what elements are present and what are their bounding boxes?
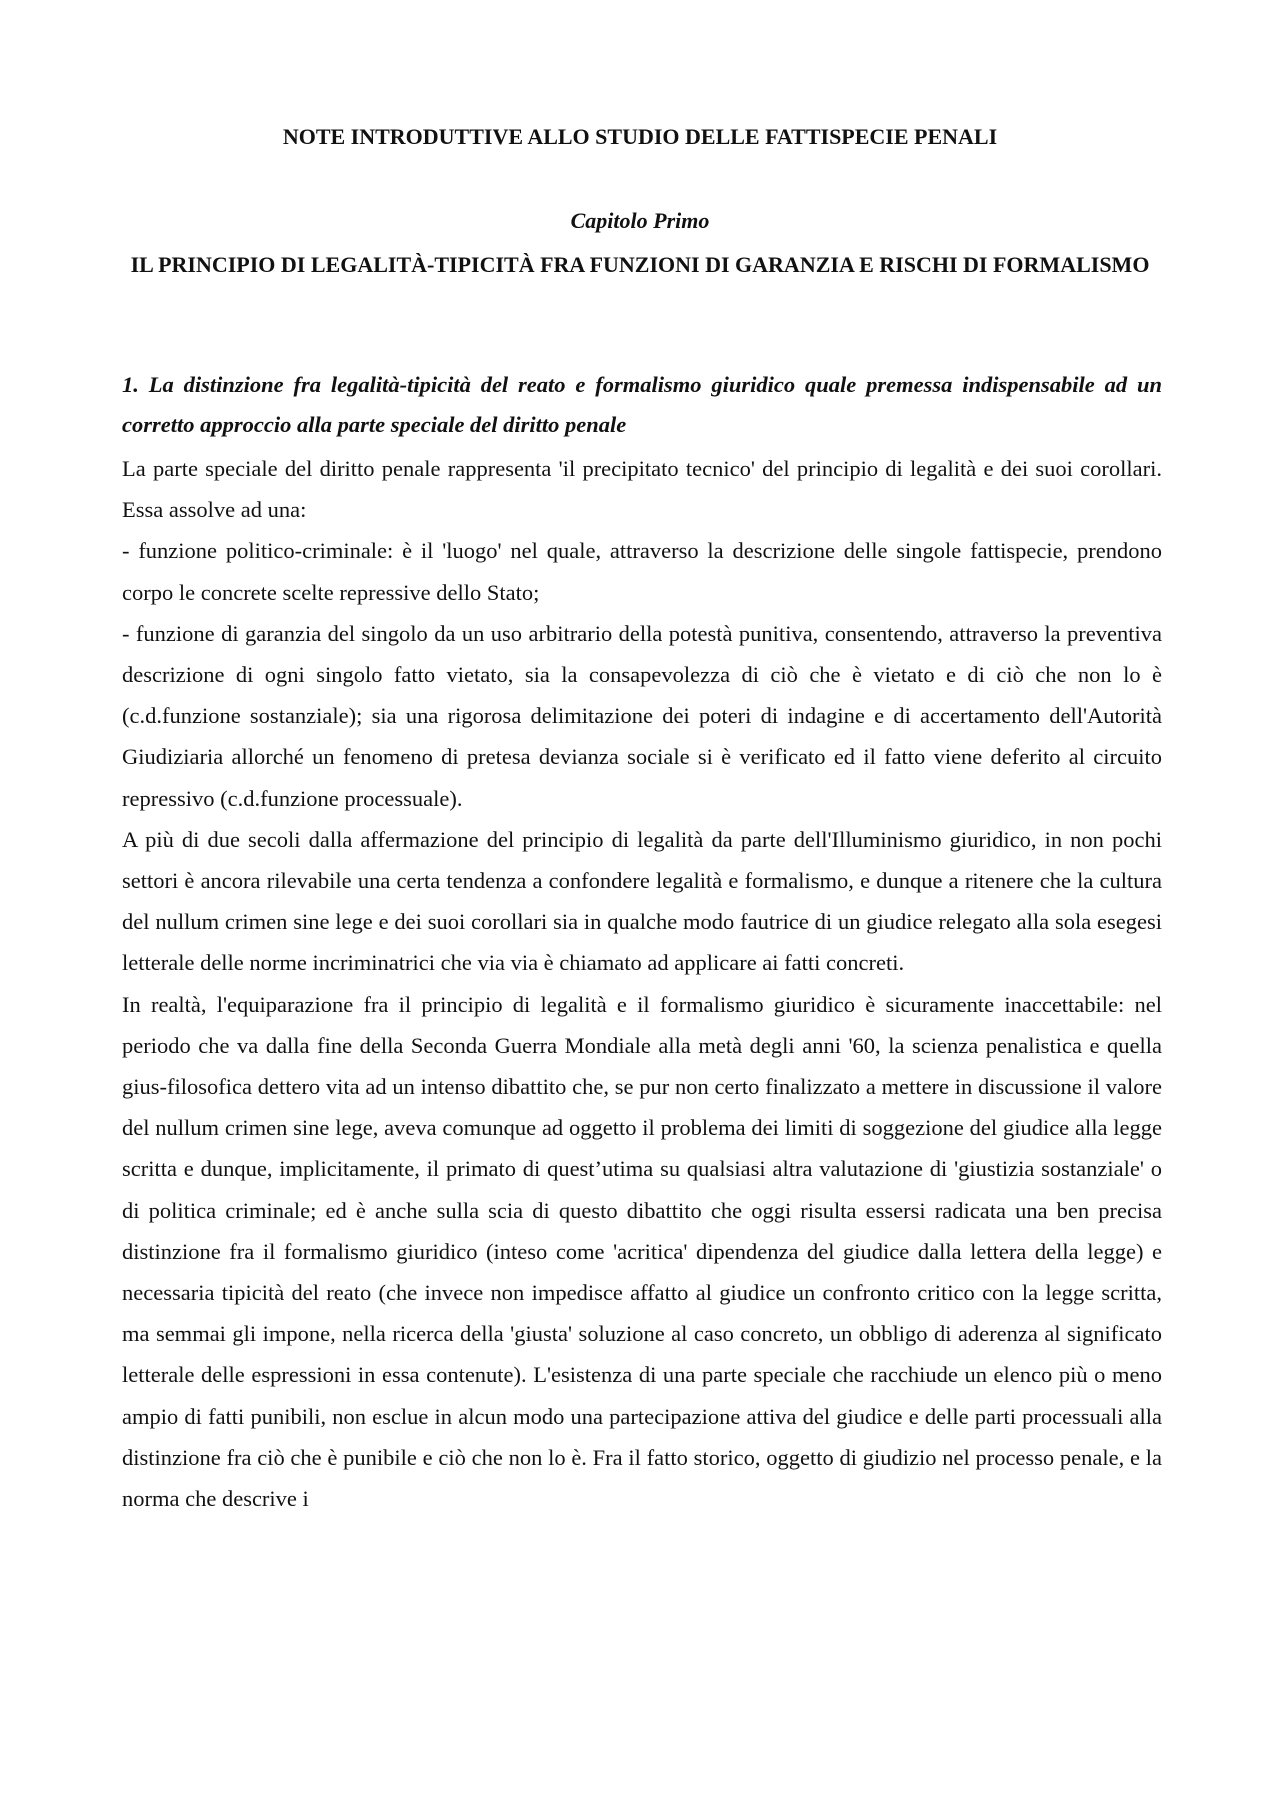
paragraph-intro: La parte speciale del diritto penale rappresenta 'il precipitato tecnico' del principio di legalità e dei suoi corollari. Essa assolve ad una: [122,456,1162,523]
body-text [122,448,1162,1519]
chapter-title: IL PRINCIPIO DI LEGALITÀ-TIPICITÀ FRA FUNZIONI DI GARANZIA E RISCHI DI FORMALISMO [130,252,1150,277]
paragraph-formalism-distinction: In realtà, l'equiparazione fra il principio di legalità e il formalismo giuridico è sicuramente inaccettabile: nel periodo che va dalla fine della Seconda Guerra Mondiale alla metà degli anni '60, la scienza penalistica e quella gius-filosofica dettero vita ad un intenso dibattito che, se pur non certo finalizzato a mettere in discussione il valore del nullum crimen sine lege, aveva comunque ad oggetto il problema dei limiti di soggezione del giudice alla legge scritta e dunque, implicitamente, il primato di quest’utima su qualsiasi altra valutazione di 'giustizia sostanziale' o di politica criminale; ed è anche sulla scia di questo dibattito che oggi risulta essersi radicata una ben precisa distinzione fra il formalismo giuridico (inteso come 'acritica' dipendenza del giudice dalla lettera della legge) e necessaria tipicità del reato (che invece non impedisce affatto al giudice un confronto critico con la legge scritta, ma semmai gli impone, nella ricerca della 'giusta' soluzione al caso concreto, un obbligo di aderenza al significato letterale delle espressioni in essa contenute). L'esistenza di una parte speciale che racchiude un elenco più o meno ampio di fatti punibili, non esclue in alcun modo una partecipazione attiva del giudice e delle parti processuali alla distinzione fra ciò che è punibile e ciò che non lo è. Fra il fatto storico, oggetto di giudizio nel processo penale, e la norma che descrive i [122,991,1162,1512]
paragraph-guarantee-function: - funzione di garanzia del singolo da un uso arbitrario della potestà punitiva, consentendo, attraverso la preventiva descrizione di ogni singolo fatto vietato, sia la consapevolezza di ciò che è vietato e di ciò che non lo è (c.d.funzione sostanziale); sia una rigorosa delimitazione dei poteri di indagine e di accertamento dell'Autorità Giudiziaria allorché un fenomeno di pretesa devianza sociale si è verificato ed il fatto viene deferito al circuito repressivo (c.d.funzione processuale). [122,620,1162,811]
paragraph-enlightenment: A più di due secoli dalla affermazione del principio di legalità da parte dell'Illuminismo giuridico, in non pochi settori è ancora rilevabile una certa tendenza a confondere legalità e formalismo, e dunque a ritenere che la cultura del nullum crimen sine lege e dei suoi corollari sia in qualche modo fautrice di un giudice relegato alla sola esegesi letterale delle norme incriminatrici che via via è chiamato ad applicare ai fatti concreti. [122,826,1162,976]
section-heading: 1. La distinzione fra legalità-tipicità del reato e formalismo giuridico quale premessa indispensabile ad un corretto approccio alla parte speciale del diritto penale [122,372,1162,437]
chapter-label: Capitolo Primo [570,208,710,233]
paragraph-political-criminal-function: - funzione politico-criminale: è il 'luogo' nel quale, attraverso la descrizione delle singole fattispecie, prendono corpo le concrete scelte repressive dello Stato; [122,538,1162,605]
document-title: NOTE INTRODUTTIVE ALLO STUDIO DELLE FATTISPECIE PENALI [282,124,998,149]
